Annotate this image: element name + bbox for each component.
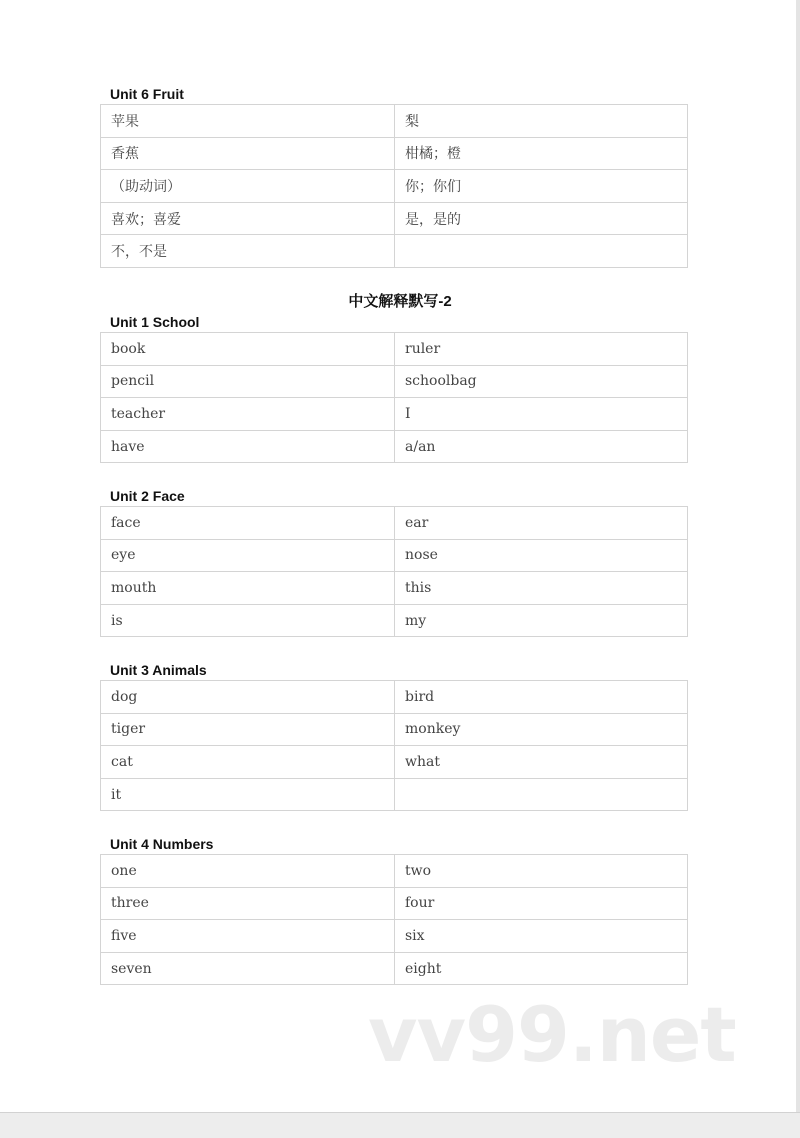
table-row	[101, 105, 688, 138]
table-cell: 不，不是	[101, 235, 395, 268]
table-cell: two	[395, 855, 688, 888]
table-cell: is	[101, 604, 395, 637]
unit-title: Unit 6 Fruit	[110, 86, 184, 102]
table-cell: nose	[395, 539, 688, 572]
table-cell: my	[395, 604, 688, 637]
table-cell: face	[101, 507, 395, 540]
table-row	[101, 920, 688, 953]
vocab-table-unit-1	[100, 332, 688, 463]
table-row	[101, 539, 688, 572]
table-cell: I	[395, 398, 688, 431]
table-row	[101, 952, 688, 985]
vocab-table-unit-4	[100, 854, 688, 985]
table-cell: schoolbag	[395, 365, 688, 398]
unit-title: Unit 3 Animals	[110, 662, 207, 678]
table-row	[101, 202, 688, 235]
table-cell: five	[101, 920, 395, 953]
table-cell: 苹果	[101, 105, 395, 138]
table-cell: four	[395, 887, 688, 920]
table-row	[101, 746, 688, 779]
table-cell: tiger	[101, 713, 395, 746]
table-row	[101, 855, 688, 888]
unit-title: Unit 2 Face	[110, 488, 185, 504]
table-cell: 梨	[395, 105, 688, 138]
table-row	[101, 333, 688, 366]
table-cell: 是，是的	[395, 202, 688, 235]
table-cell: 柑橘；橙	[395, 137, 688, 170]
table-cell: cat	[101, 746, 395, 779]
table-row	[101, 137, 688, 170]
table-row	[101, 887, 688, 920]
table-row	[101, 507, 688, 540]
page-edge	[796, 0, 800, 1112]
table-row	[101, 365, 688, 398]
table-cell: monkey	[395, 713, 688, 746]
table-cell: six	[395, 920, 688, 953]
table-cell: eye	[101, 539, 395, 572]
table-cell: it	[101, 778, 395, 811]
table-cell: ruler	[395, 333, 688, 366]
table-cell	[395, 235, 688, 268]
table-cell: dog	[101, 681, 395, 714]
table-cell: ear	[395, 507, 688, 540]
table-cell: this	[395, 572, 688, 605]
table-cell: book	[101, 333, 395, 366]
table-cell: have	[101, 430, 395, 463]
table-cell: three	[101, 887, 395, 920]
table-row	[101, 430, 688, 463]
table-row	[101, 170, 688, 203]
table-cell: one	[101, 855, 395, 888]
table-row	[101, 572, 688, 605]
table-cell: what	[395, 746, 688, 779]
table-cell: teacher	[101, 398, 395, 431]
vocab-table-unit-2	[100, 506, 688, 637]
table-row	[101, 778, 688, 811]
table-row	[101, 604, 688, 637]
table-cell: pencil	[101, 365, 395, 398]
table-cell	[395, 778, 688, 811]
table-cell: bird	[395, 681, 688, 714]
table-row	[101, 235, 688, 268]
table-cell: （助动词）	[101, 170, 395, 203]
unit-title: Unit 4 Numbers	[110, 836, 214, 852]
table-cell: a/an	[395, 430, 688, 463]
table-cell: 香蕉	[101, 137, 395, 170]
unit-title: Unit 1 School	[110, 314, 200, 330]
table-cell: mouth	[101, 572, 395, 605]
table-cell: 你；你们	[395, 170, 688, 203]
table-cell: seven	[101, 952, 395, 985]
vocab-table-unit-3	[100, 680, 688, 811]
watermark: vv99.net	[368, 990, 736, 1079]
table-row	[101, 398, 688, 431]
section-heading: 中文解释默写-2	[348, 293, 452, 310]
table-cell: eight	[395, 952, 688, 985]
table-cell: 喜欢；喜爱	[101, 202, 395, 235]
vocab-table-unit-6	[100, 104, 688, 268]
table-row	[101, 713, 688, 746]
page-footer-strip	[0, 1112, 800, 1138]
table-row	[101, 681, 688, 714]
